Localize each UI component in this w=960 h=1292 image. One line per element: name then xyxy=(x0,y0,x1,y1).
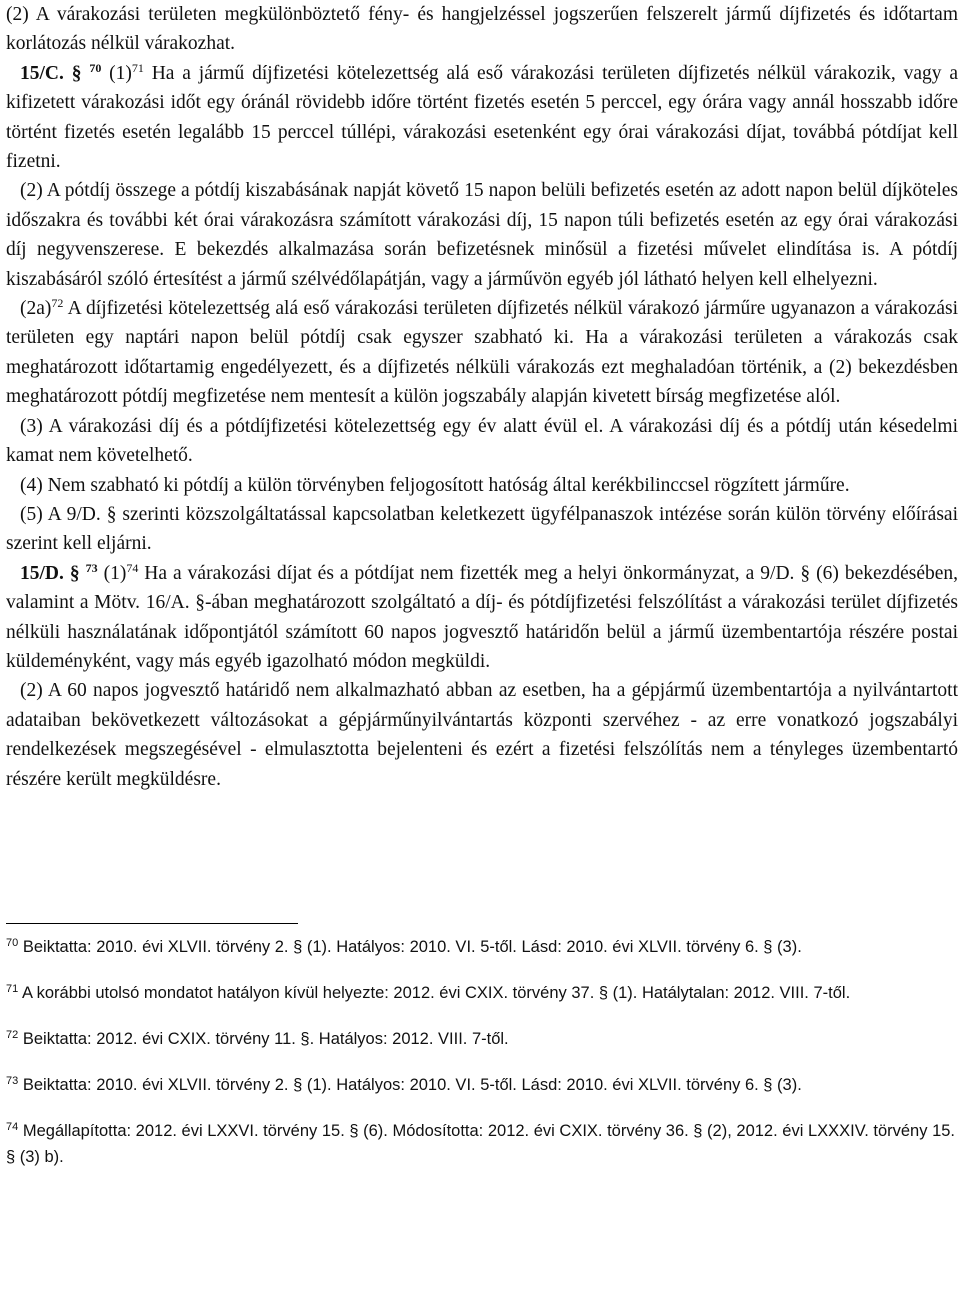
paragraph xyxy=(6,294,958,412)
paragraph-15c xyxy=(6,59,958,177)
paragraph-text: (1) xyxy=(101,62,132,84)
section-heading: 15/C. xyxy=(20,62,72,84)
footnote xyxy=(6,934,958,960)
paragraph xyxy=(6,412,958,471)
footnote-ref: 70 xyxy=(89,60,102,75)
footnote-separator xyxy=(6,923,298,924)
footnote-text: Megállapította: 2012. évi LXXVI. törvény 15. § (6). Módosította: 2012. évi CXIX. törvény 36. § (2), 2012. évi LXXXIV. törvény 15. § (3) b). xyxy=(6,1122,956,1166)
footnote-number: 72 xyxy=(6,1029,19,1041)
paragraph-text: (1) xyxy=(97,562,127,584)
paragraph-text: (4) Nem szabható ki pótdíj a külön törvényben feljogosított hatóság által kerékbilinccsel rögzített járműre. xyxy=(20,474,850,496)
footnote xyxy=(6,1026,958,1052)
paragraph-text: (3) A várakozási díj és a pótdíjfizetési kötelezettség egy év alatt évül el. A várakozási díj és a pótdíj után késedelmi kamat nem követelhető. xyxy=(6,415,958,467)
paragraph xyxy=(6,500,958,559)
footnote xyxy=(6,980,958,1006)
footnote xyxy=(6,1118,958,1170)
footnote-number: 71 xyxy=(6,983,19,995)
footnote-number: 70 xyxy=(6,937,19,949)
section-heading: 15/D. xyxy=(20,562,70,584)
paragraph-text: (2) A 60 napos jogvesztő határidő nem alkalmazható abban az esetben, ha a gépjármű üzembentartója a nyilvántartott adataiban bekövetkezett változásokat a gépjárműnyilvántartás központi szervéhez - az erre vonatkozó jogszabályi rendelkezések megszegésével - elmulasztotta bejelenteni és ezért a fizetési felszólítás nem a tényleges üzembentartó részére került megküldésre. xyxy=(6,680,958,790)
footnote-text: Beiktatta: 2012. évi CXIX. törvény 11. §. Hatályos: 2012. VIII. 7-től. xyxy=(22,1030,509,1048)
paragraph-text: Ha a várakozási díjat és a pótdíjat nem fizették meg a helyi önkormányzat, a 9/D. § (6) bekezdésében, valamint a Mötv. 16/A. §-ában meghatározott szolgáltató a díj- és pótdíjfizetési felszólítást a várakozási terület díjfizetés nélküli használatának időpontjától számított 60 napos jogvesztő határidőn belül a jármű üzembentartója részére postai küldeményként, vagy más egyéb igazolható módon megküldi. xyxy=(6,562,958,672)
footnote-text: Beiktatta: 2010. évi XLVII. törvény 2. § (1). Hatályos: 2010. VI. 5-től. Lásd: 2010. évi XLVII. törvény 6. § (3). xyxy=(22,1076,802,1094)
paragraph-text: (5) A 9/D. § szerinti közszolgáltatással kapcsolatban keletkezett ügyfélpanaszok intézése során külön törvény előírásai szerint kell eljárni. xyxy=(6,503,958,555)
footnote-text: Beiktatta: 2010. évi XLVII. törvény 2. § (1). Hatályos: 2010. VI. 5-től. Lásd: 2010. évi XLVII. törvény 6. § (3). xyxy=(22,938,802,956)
paragraph xyxy=(6,0,958,59)
paragraph xyxy=(6,176,958,294)
paragraph-15d xyxy=(6,559,958,677)
section-heading: § xyxy=(71,62,82,84)
paragraph-text: (2a) xyxy=(20,298,52,320)
paragraph-text: (2) A várakozási területen megkülönböztető fény- és hangjelzéssel jogszerűen felszerelt jármű díjfizetés és időtartam korlátozás nélkül várakozhat. xyxy=(6,4,958,55)
paragraph-text: (2) A pótdíj összege a pótdíj kiszabásának napját követő 15 napon belüli befizetés esetén az adott napon belül díjköteles időszakra és további két órai várakozásra számított várakozási díj, 15 napon túli befizetés esetén az egy órai várakozási díj negyvenszerese. E bekezdés alkalmazása során befizetésnek minősül a fizetési művelet elindítása is. A pótdíj kiszabásáról szóló értesítést a jármű szélvédőlapátján, vagy a járművön egyéb jól látható helyen kell elhelyezni. xyxy=(6,180,958,290)
paragraph xyxy=(6,676,958,794)
footnote-ref: 72 xyxy=(51,296,64,311)
footnote-number: 73 xyxy=(6,1075,19,1087)
footnote-ref: 73 xyxy=(85,560,98,575)
footnote-number: 74 xyxy=(6,1121,19,1133)
footnote xyxy=(6,1072,958,1098)
footnotes xyxy=(6,934,958,1190)
footnote-ref: 71 xyxy=(131,60,144,75)
document-body xyxy=(6,0,958,794)
paragraph-text: Ha a jármű díjfizetési kötelezettség alá eső várakozási területen díjfizetés nélkül várakozik, vagy a kifizetett várakozási időt egy óránál rövidebb időre történt fizetés esetén 5 perccel, egy órára vagy annál hosszabb időre történt fizetés esetén legalább 15 perccel túllépi, várakozási esetenként egy órai várakozási díjat, továbbá pótdíjat kell fizetni. xyxy=(6,62,958,173)
section-heading: § xyxy=(69,562,80,584)
paragraph-text: A díjfizetési kötelezettség alá eső várakozási területen díjfizetés nélkül várakozó járműre ugyanazon a várakozási területen egy naptári napon belül pótdíj csak egyszer szabható ki. Ha a várakozási területen a várakozás csak meghatározott időtartamig engedélyezett, és a díjfizetés nélküli várakozás ezt meghaladóan történik, a (2) bekezdésben meghatározott pótdíj megfizetése nem mentesít a külön jogszabály alapján kivetett bírság megfizetése alól. xyxy=(6,298,958,408)
footnote-ref: 74 xyxy=(126,560,139,575)
paragraph xyxy=(6,471,958,500)
footnote-text: A korábbi utolsó mondatot hatályon kívül helyezte: 2012. évi CXIX. törvény 37. § (1). Hatálytalan: 2012. VIII. 7-től. xyxy=(21,984,851,1002)
